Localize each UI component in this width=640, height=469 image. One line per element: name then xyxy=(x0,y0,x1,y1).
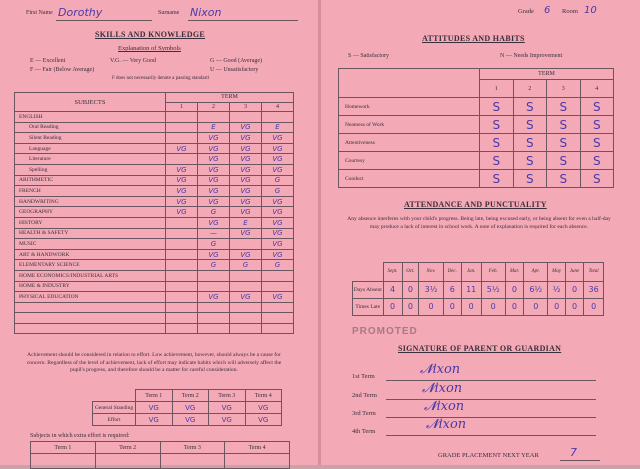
attendance-table xyxy=(352,262,604,316)
subject-name: ELEMENTARY SCIENCE xyxy=(15,260,166,271)
attendance-row-label: Days Absent xyxy=(353,281,384,298)
symbols-note: F does not necessarily denote a passing standard xyxy=(112,76,209,81)
subject-mark xyxy=(166,292,198,303)
room-label: Room xyxy=(562,8,578,15)
subject-mark: E xyxy=(230,217,262,228)
subject-mark xyxy=(166,228,198,239)
subject-mark xyxy=(166,133,198,144)
subject-mark: VG xyxy=(166,143,198,154)
subject-mark xyxy=(230,313,262,324)
subject-mark: VG xyxy=(230,196,262,207)
subject-mark: G xyxy=(230,260,262,271)
subject-mark xyxy=(166,112,198,123)
sig-term-1: 1st Term xyxy=(352,373,375,380)
subject-row xyxy=(15,239,294,250)
legend-satisfactory: S — Satisfactory xyxy=(348,53,389,59)
surname-value: Nixon xyxy=(190,6,222,19)
attendance-value: 0 xyxy=(584,298,604,315)
subject-mark: VG xyxy=(166,164,198,175)
subject-row xyxy=(15,217,294,228)
subject-name: HEALTH & SAFETY xyxy=(15,228,166,239)
subject-mark: VG xyxy=(198,164,230,175)
subject-mark xyxy=(198,281,230,292)
attendance-value: 4 xyxy=(383,281,402,298)
attendance-value: 0 xyxy=(565,281,583,298)
subject-mark xyxy=(198,313,230,324)
subject-mark: VG xyxy=(262,228,294,239)
symbol-u: U — Unsatisfactory xyxy=(210,67,259,73)
subject-mark xyxy=(262,270,294,281)
attitude-row xyxy=(339,152,614,170)
subject-mark xyxy=(230,239,262,250)
attitude-mark: S xyxy=(513,98,547,116)
attendance-value: 0 xyxy=(461,298,481,315)
subject-name: Silent Reading xyxy=(15,133,166,144)
attitude-mark: S xyxy=(480,170,514,188)
attitude-mark: S xyxy=(513,170,547,188)
times-late-row xyxy=(353,298,604,315)
attendance-note: Any absence interferes with your child's progress. Being late, being excused early, or being absent for even a half-day may produce a lack of interest in school work. A note of explanation is required for each absence. xyxy=(347,216,611,230)
subject-name: ENGLISH xyxy=(15,112,166,123)
signature-2: 𝓝ixon xyxy=(422,381,463,396)
subject-mark: E xyxy=(198,122,230,133)
attendance-value: 6½ xyxy=(524,281,548,298)
subject-name xyxy=(15,302,166,313)
subject-mark: VG xyxy=(198,196,230,207)
month-header: Feb. xyxy=(481,263,505,282)
subject-mark: VG xyxy=(166,207,198,218)
subject-name: HANDWRITING xyxy=(15,196,166,207)
subject-name: ARITHMETIC xyxy=(15,175,166,186)
subject-mark xyxy=(166,270,198,281)
month-header: Sept. xyxy=(383,263,402,282)
subject-mark xyxy=(262,281,294,292)
attitude-row xyxy=(339,170,614,188)
month-header: May xyxy=(548,263,565,282)
subject-mark: G xyxy=(262,186,294,197)
attitude-mark: S xyxy=(580,98,614,116)
subject-name: ART & HANDWORK xyxy=(15,249,166,260)
subject-mark: VG xyxy=(262,292,294,303)
subject-name: HOME ECONOMICS/INDUSTRIAL ARTS xyxy=(15,270,166,281)
subject-mark: VG xyxy=(198,133,230,144)
subject-mark: VG xyxy=(262,207,294,218)
attitude-name: Conduct xyxy=(339,170,480,188)
subject-row xyxy=(15,292,294,303)
subject-mark: VG xyxy=(262,164,294,175)
subject-mark: VG xyxy=(198,249,230,260)
subject-mark xyxy=(262,313,294,324)
subject-row xyxy=(15,302,294,313)
subject-mark: VG xyxy=(230,133,262,144)
subject-mark xyxy=(166,260,198,271)
attitude-row xyxy=(339,134,614,152)
subject-mark xyxy=(198,270,230,281)
attendance-value: 5½ xyxy=(481,281,505,298)
first-name-label: First Name xyxy=(26,10,53,16)
grade-label: Grade xyxy=(518,8,534,15)
attendance-value: 0 xyxy=(402,298,419,315)
achievement-note: Achievement should be considered in relation to effort. Low achievement, however, should always be a cause for concern. Regardless of the level of achievement, lack of effort may indicate habits which will adversely affect the pupil's progress, and therefore should be a matter for careful consideration. xyxy=(26,352,282,373)
subject-mark: VG xyxy=(166,196,198,207)
subject-mark xyxy=(166,302,198,313)
month-header: Nov. xyxy=(419,263,443,282)
subject-mark: VG xyxy=(230,154,262,165)
month-header: Apr. xyxy=(524,263,548,282)
subject-row xyxy=(15,122,294,133)
attitude-mark: S xyxy=(480,134,514,152)
surname-label: Surname xyxy=(158,10,180,16)
subject-mark xyxy=(230,302,262,313)
attendance-value: 0 xyxy=(505,298,523,315)
signature-title: SIGNATURE OF PARENT OR GUARDIAN xyxy=(398,344,562,353)
signature-3: 𝓝ixon xyxy=(424,399,465,414)
subject-row xyxy=(15,249,294,260)
promoted-stamp: PROMOTED xyxy=(352,326,418,337)
attitudes-term-header: TERM xyxy=(480,69,614,80)
subject-mark: VG xyxy=(166,186,198,197)
subject-name: GEOGRAPHY xyxy=(15,207,166,218)
month-header: Oct. xyxy=(402,263,419,282)
subject-mark: VG xyxy=(262,143,294,154)
subject-mark: E xyxy=(262,122,294,133)
subject-mark: VG xyxy=(230,292,262,303)
subject-mark: G xyxy=(198,207,230,218)
subject-mark: VG xyxy=(198,292,230,303)
subject-mark: G xyxy=(262,260,294,271)
symbol-g: G — Good (Average) xyxy=(210,58,263,64)
subject-mark: VG xyxy=(198,143,230,154)
attitude-mark: S xyxy=(513,152,547,170)
subject-row xyxy=(15,260,294,271)
subject-name: PHYSICAL EDUCATION xyxy=(15,292,166,303)
page-fold xyxy=(318,0,321,465)
subject-mark: VG xyxy=(230,228,262,239)
symbol-f: F — Fair (Below Average) xyxy=(30,67,95,73)
attitude-mark: S xyxy=(547,170,581,188)
subject-row xyxy=(15,175,294,186)
attendance-title: ATTENDANCE AND PUNCTUALITY xyxy=(404,200,547,209)
subject-mark xyxy=(198,323,230,334)
month-header: Dec. xyxy=(443,263,461,282)
subject-row xyxy=(15,164,294,175)
subject-mark: VG xyxy=(262,239,294,250)
subject-row xyxy=(15,281,294,292)
subject-mark xyxy=(230,270,262,281)
attitude-name: Neatness of Work xyxy=(339,116,480,134)
subject-mark xyxy=(166,323,198,334)
attendance-value: 0 xyxy=(565,298,583,315)
subject-name: HISTORY xyxy=(15,217,166,228)
subject-name: Language xyxy=(15,143,166,154)
symbol-e: E — Excellent xyxy=(30,58,66,64)
subject-mark: VG xyxy=(262,217,294,228)
attendance-value: 0 xyxy=(383,298,402,315)
attitude-mark: S xyxy=(547,98,581,116)
attendance-value: 0 xyxy=(419,298,443,315)
attitude-mark: S xyxy=(480,116,514,134)
sig-term-2: 2nd Term xyxy=(352,392,377,399)
attitude-mark: S xyxy=(513,116,547,134)
subject-row xyxy=(15,270,294,281)
attitudes-table: TERM 1 2 3 4 Homework S S S S Neatness of Work S S S S Attentiveness S S S S Courtesy S S S S Conduct S S S S xyxy=(338,68,614,188)
subject-mark xyxy=(262,302,294,313)
extra-effort-table: Term 1 Term 2 Term 3 Term 4 xyxy=(30,441,290,469)
subject-mark xyxy=(262,112,294,123)
attitude-name: Homework xyxy=(339,98,480,116)
attitude-name: Courtesy xyxy=(339,152,480,170)
symbols-title: Explanation of Symbols xyxy=(118,45,181,52)
subject-row xyxy=(15,143,294,154)
subject-mark xyxy=(198,112,230,123)
subject-mark: G xyxy=(198,239,230,250)
subject-mark: VG xyxy=(198,175,230,186)
month-header: Jan. xyxy=(461,263,481,282)
subject-row xyxy=(15,228,294,239)
attitude-row xyxy=(339,116,614,134)
subject-mark: VG xyxy=(230,207,262,218)
subject-mark xyxy=(166,239,198,250)
month-header: Total xyxy=(584,263,604,282)
legend-needs-improvement: N — Needs Improvement xyxy=(500,53,563,59)
subjects-table: SUBJECTS TERM 1 2 3 4 ENGLISH Oral Reading E VG E Silent Reading VG VG VG Language VG VG VG VG Literature VG VG VG Spelling VG VG VG VG ARITHMETIC VG VG VG G FRENCH VG VG VG G HANDWRITING VG VG VG VG GEOGRAPHY VG G VG VG HISTORY VG E VG HEALTH & SAFETY — VG VG MUSIC G VG ART & HANDWORK VG VG VG ELEMENTARY SCIENCE G G G HOME ECONOMICS/INDUSTRIAL ARTS HOME & INDUSTRY PHYSICAL EDUCATION VG VG VG xyxy=(14,92,294,334)
subject-mark: VG xyxy=(198,186,230,197)
subject-mark xyxy=(166,154,198,165)
subject-name: Oral Reading xyxy=(15,122,166,133)
symbol-vg: V.G. — Very Good xyxy=(110,58,156,64)
subject-mark xyxy=(166,281,198,292)
subject-mark: VG xyxy=(166,175,198,186)
general-standing-table: Term 1 Term 2 Term 3 Term 4 General Standing VG VG VG VG Effort VG VG VG VG xyxy=(92,389,282,426)
subject-mark: VG xyxy=(262,249,294,260)
subject-name: HOME & INDUSTRY xyxy=(15,281,166,292)
subject-row xyxy=(15,186,294,197)
attitude-mark: S xyxy=(480,152,514,170)
subject-name: Literature xyxy=(15,154,166,165)
subject-mark xyxy=(230,281,262,292)
subject-mark: G xyxy=(262,175,294,186)
subject-name xyxy=(15,313,166,324)
placement-value: 7 xyxy=(570,446,577,459)
attitude-name: Attentiveness xyxy=(339,134,480,152)
subject-mark xyxy=(230,323,262,334)
subject-row xyxy=(15,112,294,123)
subject-mark xyxy=(166,249,198,260)
attitude-mark: S xyxy=(547,134,581,152)
subject-mark: VG xyxy=(230,143,262,154)
subject-mark xyxy=(198,302,230,313)
subject-name: FRENCH xyxy=(15,186,166,197)
subject-mark xyxy=(166,122,198,133)
subject-row xyxy=(15,196,294,207)
subject-mark: VG xyxy=(262,133,294,144)
month-header: June xyxy=(565,263,583,282)
attendance-value: 0 xyxy=(402,281,419,298)
attitude-mark: S xyxy=(580,134,614,152)
attitude-mark: S xyxy=(480,98,514,116)
room-value: 10 xyxy=(584,5,597,16)
attitudes-title: ATTITUDES AND HABITS xyxy=(422,34,525,43)
term-header: TERM xyxy=(166,93,294,103)
attitude-mark: S xyxy=(547,152,581,170)
extra-effort-label: Subjects in which extra effort is required: xyxy=(30,433,130,439)
attendance-value: 36 xyxy=(584,281,604,298)
subjects-header: SUBJECTS xyxy=(15,93,166,112)
subject-mark: — xyxy=(198,228,230,239)
subject-mark: VG xyxy=(230,122,262,133)
attitude-mark: S xyxy=(547,116,581,134)
subject-mark xyxy=(166,217,198,228)
subject-mark: VG xyxy=(230,249,262,260)
subject-mark xyxy=(262,323,294,334)
subject-row xyxy=(15,207,294,218)
subject-row xyxy=(15,133,294,144)
attendance-value: ½ xyxy=(548,281,565,298)
attitude-mark: S xyxy=(580,116,614,134)
attendance-value: 0 xyxy=(548,298,565,315)
attendance-value: 0 xyxy=(481,298,505,315)
attitude-mark: S xyxy=(580,152,614,170)
signature-1: 𝓝ixon xyxy=(420,362,461,377)
subject-mark: VG xyxy=(230,175,262,186)
attendance-value: 6 xyxy=(443,281,461,298)
attendance-value: 11 xyxy=(461,281,481,298)
signature-4: 𝓝ixon xyxy=(426,417,467,432)
grade-value: 6 xyxy=(544,5,551,16)
subject-mark: G xyxy=(198,260,230,271)
attendance-value: 0 xyxy=(505,281,523,298)
subject-mark xyxy=(166,313,198,324)
attendance-value: 0 xyxy=(524,298,548,315)
placement-label: GRADE PLACEMENT NEXT YEAR xyxy=(438,452,539,459)
skills-title: SKILLS AND KNOWLEDGE xyxy=(95,30,206,39)
subject-mark: VG xyxy=(230,164,262,175)
subject-row xyxy=(15,313,294,324)
subject-name xyxy=(15,323,166,334)
first-name-value: Dorothy xyxy=(58,6,103,19)
subject-mark: VG xyxy=(198,217,230,228)
subject-mark: VG xyxy=(262,196,294,207)
month-header: Mar. xyxy=(505,263,523,282)
subject-mark: VG xyxy=(262,154,294,165)
subject-name: Spelling xyxy=(15,164,166,175)
subject-mark xyxy=(230,112,262,123)
subject-mark: VG xyxy=(198,154,230,165)
days-absent-row xyxy=(353,281,604,298)
attendance-value: 0 xyxy=(443,298,461,315)
sig-term-3: 3rd Term xyxy=(352,410,376,417)
attendance-row-label: Times Late xyxy=(353,298,384,315)
subject-row xyxy=(15,154,294,165)
attitude-mark: S xyxy=(513,134,547,152)
attitude-row xyxy=(339,98,614,116)
sig-term-4: 4th Term xyxy=(352,428,376,435)
subject-mark: VG xyxy=(230,186,262,197)
subject-row xyxy=(15,323,294,334)
subject-name: MUSIC xyxy=(15,239,166,250)
attitude-mark: S xyxy=(580,170,614,188)
attendance-value: 3½ xyxy=(419,281,443,298)
